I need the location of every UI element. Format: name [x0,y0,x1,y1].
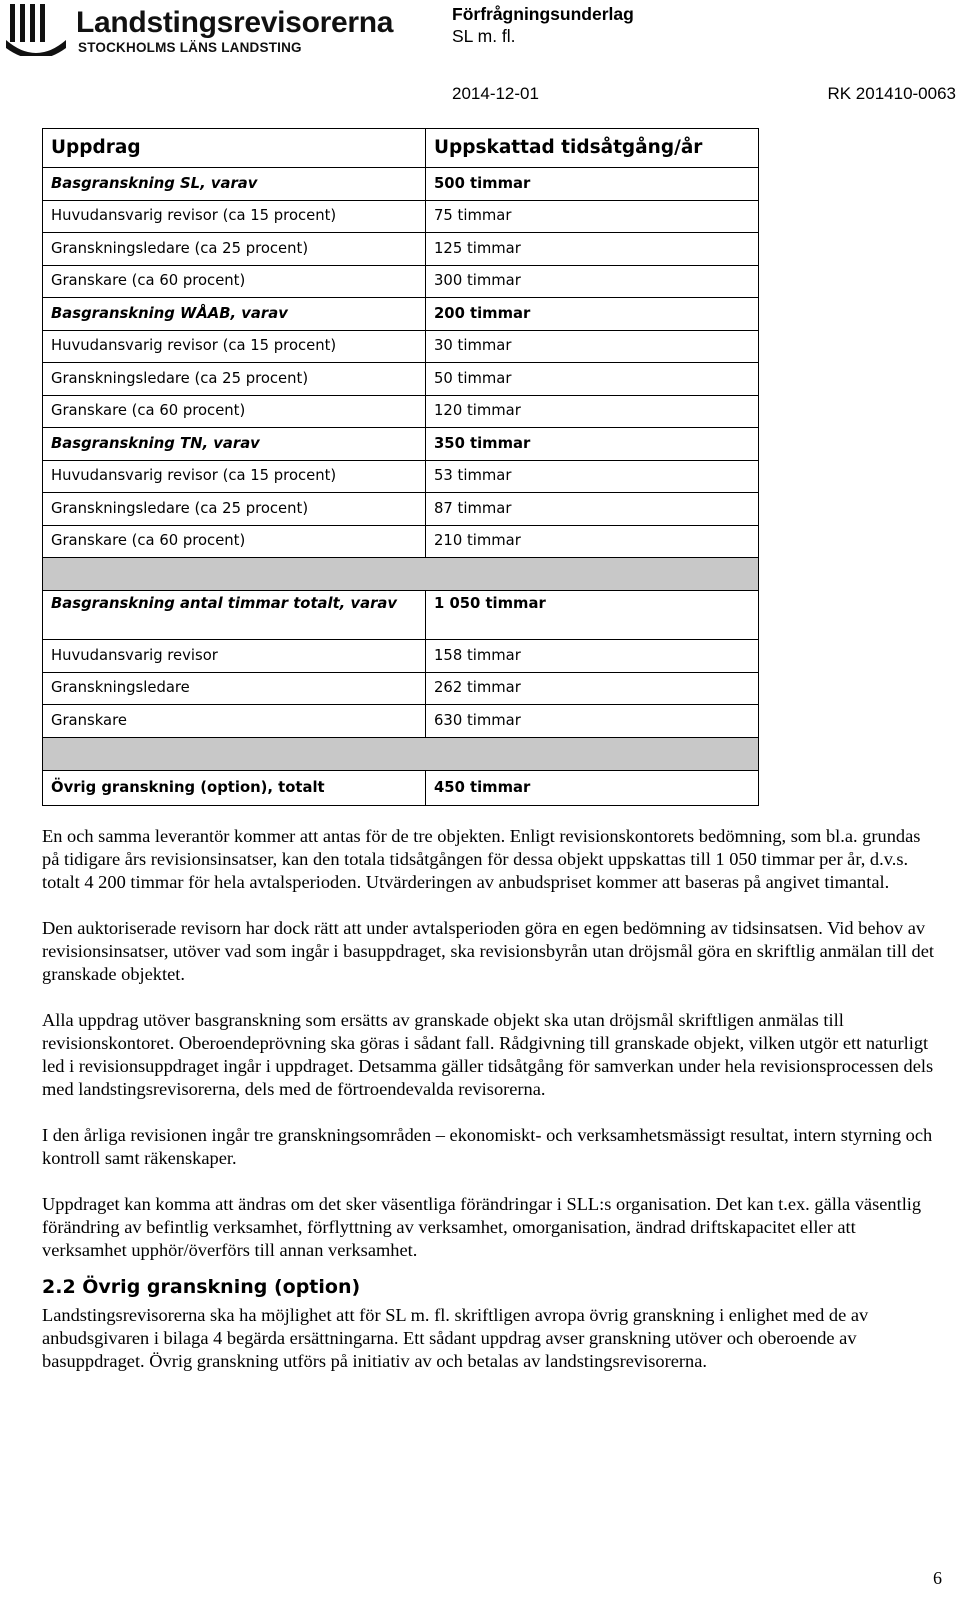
table-row [43,640,759,673]
row-label: Granskare (ca 60 procent) [43,395,426,428]
row-label: Huvudansvarig revisor (ca 15 procent) [43,330,426,363]
row-label: Granskare (ca 60 procent) [43,525,426,558]
document-type: Förfrågningsunderlag [452,4,634,24]
row-value: 30 timmar [426,330,759,363]
table-row [43,525,759,558]
total-value: 1 050 timmar [426,591,759,640]
table-row [43,493,759,526]
document-reference: RK 201410-0063 [827,84,956,103]
table-row [43,395,759,428]
separator-cell [43,558,759,591]
row-value: 87 timmar [426,493,759,526]
row-label: Granskningsledare (ca 25 procent) [43,493,426,526]
paragraph: I den årliga revisionen ingår tre granskningsområden – ekonomiskt- och verksamhetsmässigt resultat, intern styrning och kontroll samt räkenskaper. [42,1125,933,1168]
row-value: 53 timmar [426,460,759,493]
row-value: 500 timmar [426,168,759,201]
section-paragraph: Landstingsrevisorerna ska ha möjlighet att för SL m. fl. skriftligen avropa övrig granskning i enlighet med de av anbudsgivaren i bilaga 4 begärda ersättningarna. Ett sådant uppdrag avser granskning utöver och oberoende av basuppdraget. Övrig granskning utförs på initiativ av och betalas av landstingsrevisorerna. [42,1305,869,1371]
row-value: 75 timmar [426,200,759,233]
row-value: 120 timmar [426,395,759,428]
paragraph: Den auktoriserade revisorn har dock rätt att under avtalsperioden göra en egen bedömning av tidsinsatsen. Vid behov av revisionsinsatser, utöver vad som ingår i basuppdraget, ska revisionsbyrån utan dröjsmål göra en skriftlig anmälan till det granskade objektet. [42,918,935,984]
paragraph: Alla uppdrag utöver basgranskning som ersätts av granskade objekt ska utan dröjsmål skriftligen anmälas till revisionskontoret. Oberoendeprövning ska göras i sådant fall. Rådgivning till granskade objekt, vilken utgör ett naturligt led i revisionsuppdraget ingår i uppdraget. Detsamma gäller tidsåtgång för samverkan under hela revisionsprocessen dels med landstingsrevisorerna, dels med de förtroendevalda revisorerna. [42,1010,934,1099]
paragraph: Uppdraget kan komma att ändras om det sker väsentliga förändringar i SLL:s organisation. Det kan t.ex. gälla väsentlig förändring av befintlig verksamhet, förflyttning av verksamhet, omorganisation, ändrad driftskapacitet eller att verksamhet upphör/överförs till annan verksamhet. [42,1194,922,1260]
logo-mark-icon [4,4,68,56]
column-header-time: Uppskattad tidsåtgång/år [426,129,759,168]
row-value: 262 timmar [426,672,759,705]
option-label: Övrig granskning (option), totalt [43,770,426,805]
document-date: 2014-12-01 [452,84,539,103]
table-separator-row [43,737,759,770]
row-value: 50 timmar [426,363,759,396]
table-row [43,265,759,298]
table-row [43,233,759,266]
row-value: 630 timmar [426,705,759,738]
logo-subtitle: STOCKHOLMS LÄNS LANDSTING [78,40,302,55]
row-label: Basgranskning WÅAB, varav [43,298,426,331]
document-body [42,825,942,1396]
row-value: 210 timmar [426,525,759,558]
table-row [43,298,759,331]
row-label: Granskare [43,705,426,738]
row-label: Huvudansvarig revisor (ca 15 procent) [43,200,426,233]
row-label: Basgranskning TN, varav [43,428,426,461]
row-label: Basgranskning SL, varav [43,168,426,201]
table-row [43,460,759,493]
total-label: Basgranskning antal timmar totalt, varav [43,591,426,640]
table-separator-row [43,558,759,591]
column-header-assignment: Uppdrag [43,129,426,168]
separator-cell [43,737,759,770]
row-label: Granskare (ca 60 procent) [43,265,426,298]
table-row [43,330,759,363]
row-label: Huvudansvarig revisor (ca 15 procent) [43,460,426,493]
table-row [43,672,759,705]
table-row [43,200,759,233]
table-row [43,168,759,201]
table-row [43,705,759,738]
row-label: Granskningsledare (ca 25 procent) [43,363,426,396]
paragraph: En och samma leverantör kommer att antas för de tre objekten. Enligt revisionskontorets bedömning, som bl.a. grundas på tidigare års revisionsinsatser, kan den totala tidsåtgången för dessa objekt uppskattas till 1 050 timmar per år, d.v.s. totalt 4 200 timmar för hela avtalsperioden. Utvärderingen av anbudspriset kommer att baseras på angivet timantal. [42,826,921,892]
option-value: 450 timmar [426,770,759,805]
row-label: Granskningsledare (ca 25 procent) [43,233,426,266]
row-label: Huvudansvarig revisor [43,640,426,673]
section-heading: 2.2 Övrig granskning (option) [42,1276,361,1298]
table-header-row [43,129,759,168]
row-value: 300 timmar [426,265,759,298]
page-number: 6 [933,1568,942,1588]
row-value: 350 timmar [426,428,759,461]
row-value: 158 timmar [426,640,759,673]
table-option-row [43,770,759,805]
table-total-row [43,591,759,640]
table-row [43,363,759,396]
row-value: 125 timmar [426,233,759,266]
time-estimate-table [42,128,759,806]
row-value: 200 timmar [426,298,759,331]
row-label: Granskningsledare [43,672,426,705]
organization-logo [4,2,404,56]
table-row [43,428,759,461]
logo-name: Landstingsrevisorerna [76,6,394,39]
document-scope: SL m. fl. [452,26,516,46]
